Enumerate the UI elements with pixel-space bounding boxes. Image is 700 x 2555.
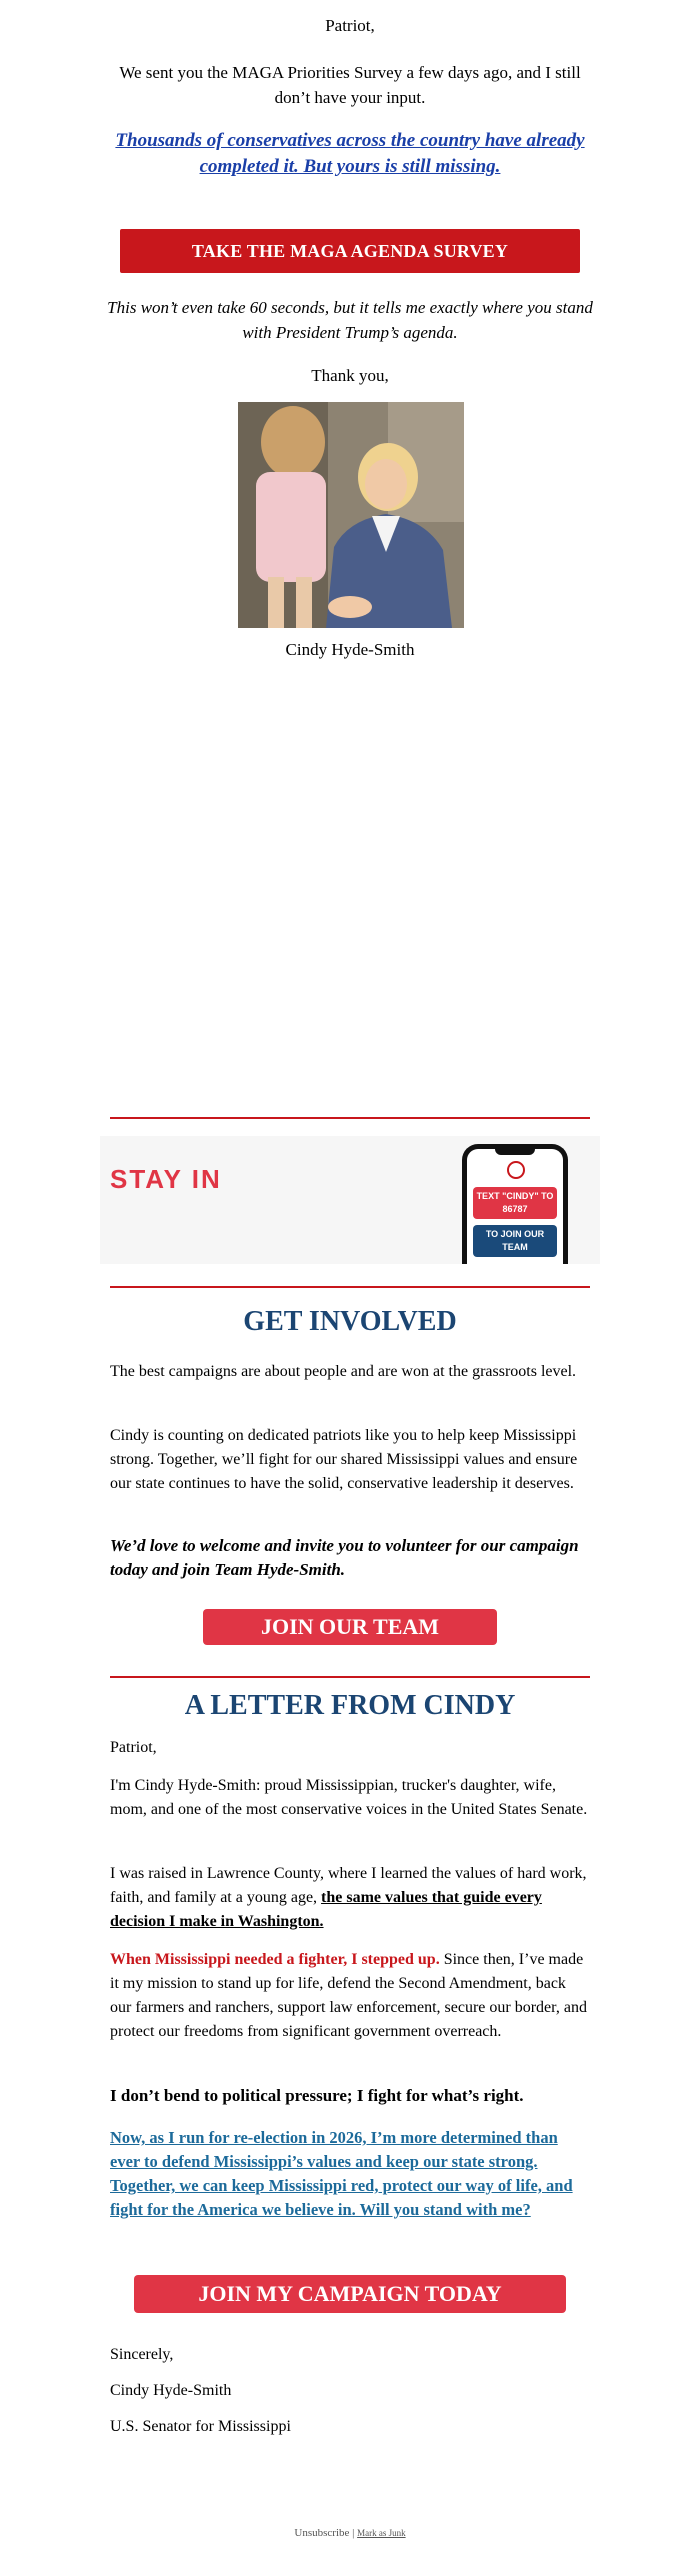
phone-text-cindy: TEXT "CINDY" TO 86787 xyxy=(473,1187,557,1219)
signature-name: Cindy Hyde-Smith xyxy=(285,640,415,659)
letter-p3 xyxy=(110,1948,590,2044)
join-team-button[interactable]: JOIN OUR TEAM xyxy=(203,1609,497,1645)
divider-top xyxy=(110,1117,590,1119)
get-involved-title: GET INVOLVED xyxy=(243,1306,457,1337)
highlight-link[interactable]: Thousands of conservatives across the country have already completed it. But yours is still missing. xyxy=(115,130,585,177)
get-involved-invite: We’d love to welcome and invite you to volunteer for our campaign today and join Team Hyde-Smith. xyxy=(110,1536,579,1579)
letter-p3-text: Since then, I’ve made it my mission to stand up for life, defend the Second Amendment, back our farmers and ranchers, support law enforcement, secure our border, and protect our freedoms from significant government overreach. xyxy=(110,1951,587,2040)
letter-salutation: Patriot, xyxy=(110,1739,157,1756)
letter-p2-emphasis: the same values that guide every decision I make in Washington. xyxy=(110,1889,542,1930)
survey-note: This won’t even take 60 seconds, but it tells me exactly where you stand with President Trump’s agenda. xyxy=(107,298,593,342)
phone-join-team: TO JOIN OUR TEAM xyxy=(473,1225,557,1257)
letter-p1: I'm Cindy Hyde-Smith: proud Mississippian, trucker's daughter, wife, mom, and one of the most conservative voices in the United States Senate. xyxy=(110,1777,588,1818)
stay-in-banner[interactable] xyxy=(100,1136,600,1264)
cindy-photo xyxy=(238,402,464,628)
footer xyxy=(0,2527,700,2539)
letter-title: A LETTER FROM CINDY xyxy=(184,1690,516,1721)
divider-banner xyxy=(110,1286,590,1288)
letter-signer: Cindy Hyde-Smith xyxy=(110,2382,232,2399)
photo-illustration xyxy=(238,402,464,628)
letter-reelection-link[interactable]: Now, as I run for re-election in 2026, I’m more determined than ever to defend Mississippi’s values and keep our state strong. Together, we can keep Mississippi red, protect our way of life, and fight for the America we believe in. Will you stand with me? xyxy=(110,2128,573,2219)
letter-p4: I don’t bend to political pressure; I fight for what’s right. xyxy=(110,2086,524,2105)
phone-notch xyxy=(495,1147,535,1155)
thanks-text: Thank you, xyxy=(311,366,389,385)
unsubscribe-link[interactable]: Unsubscribe xyxy=(294,2527,350,2539)
divider-letter xyxy=(110,1676,590,1678)
letter-p2 xyxy=(110,1862,590,1934)
intro-paragraph: We sent you the MAGA Priorities Survey a few days ago, and I still don’t have your input. xyxy=(119,63,581,107)
join-campaign-button[interactable]: JOIN MY CAMPAIGN TODAY xyxy=(134,2275,566,2313)
get-involved-p2: Cindy is counting on dedicated patriots like you to help keep Mississippi strong. Together, we’ll fight for our shared Mississippi values and ensure our state continues to have the solid, conservative leadership it deserves. xyxy=(110,1427,578,1492)
letter-signer-title: U.S. Senator for Mississippi xyxy=(110,2418,291,2435)
survey-button[interactable]: TAKE THE MAGA AGENDA SURVEY xyxy=(120,229,580,273)
letter-p2-text: I was raised in Lawrence County, where I learned the values of hard work, faith, and family at a young age, xyxy=(110,1865,587,1906)
campaign-logo-icon xyxy=(507,1161,525,1179)
letter-closing: Sincerely, xyxy=(110,2346,174,2363)
mark-junk-link[interactable]: Mark as Junk xyxy=(357,2528,406,2538)
phone-graphic xyxy=(462,1144,568,1264)
greeting: Patriot, xyxy=(325,16,375,35)
get-involved-p1: The best campaigns are about people and are won at the grassroots level. xyxy=(110,1363,577,1380)
banner-stay-text: STAY IN xyxy=(110,1164,222,1194)
footer-separator: | xyxy=(352,2527,355,2539)
letter-p3-fighter: When Mississippi needed a fighter, I stepped up. xyxy=(110,1951,440,1968)
